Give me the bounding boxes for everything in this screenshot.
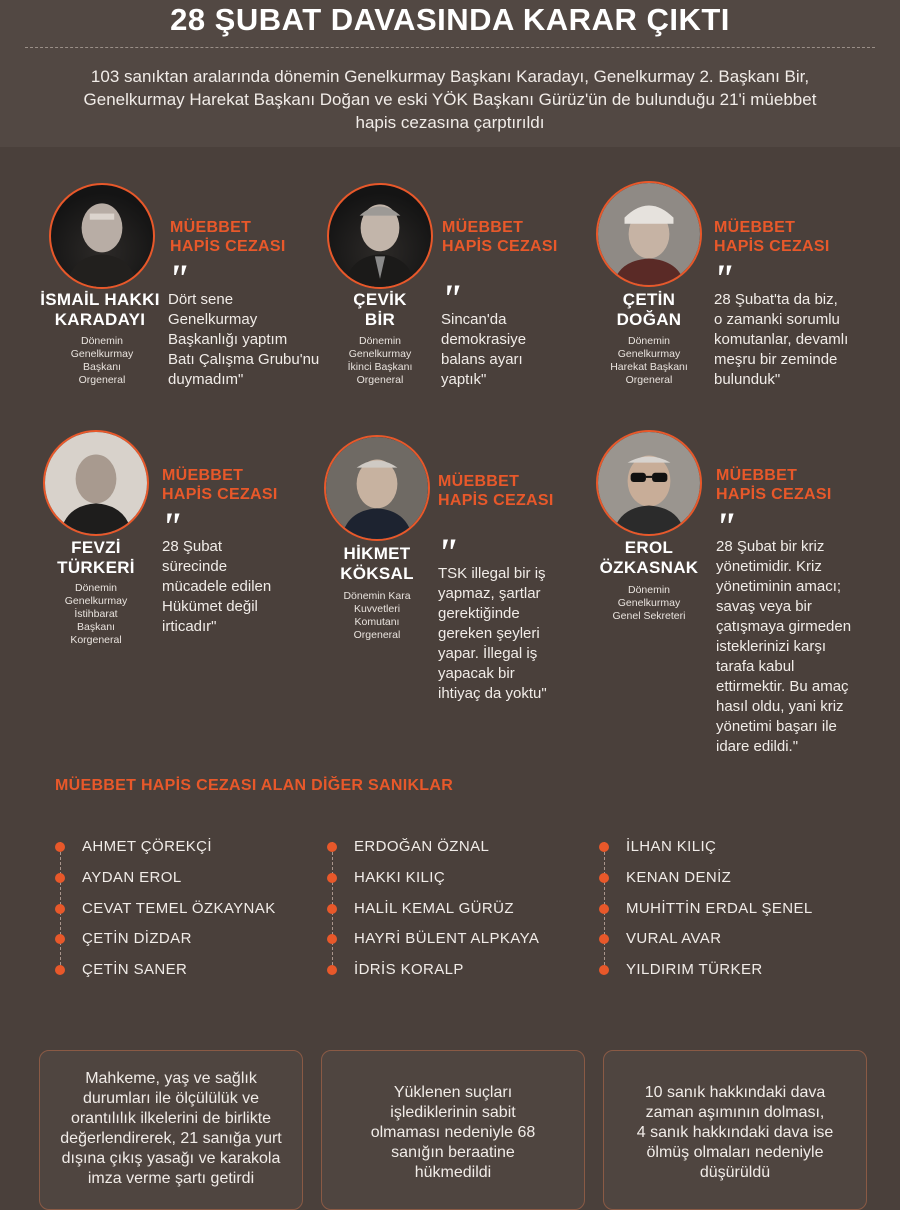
role-line: Genelkurmay [70,348,134,360]
defendant-name: AHMET ÇÖREKÇİ [82,838,212,855]
quote-line: Başkanlığı yaptım [168,331,288,348]
quote-line: Hükümet değil [162,598,258,615]
bullet-dot-icon [599,904,609,914]
profile-name [30,290,170,330]
role-line: İstihbarat [74,608,118,620]
info-box-court-conditions [39,1050,303,1210]
other-defendants-title: MÜEBBET HAPİS CEZASI ALAN DİĞER SANIKLAR [55,777,454,794]
profile-name [310,290,450,330]
sentence-line-2: HAPİS CEZASI [438,492,554,509]
profile-name [307,544,447,584]
quote-mark-icon: " [160,504,183,549]
box-line: değerlendirerek, 21 sanığa yurt [60,1130,282,1147]
name-line-2: DOĞAN [616,310,682,329]
box-line: orantılılık ilkelerini de birlikte [70,1110,272,1127]
name-line-2: TÜRKERİ [57,558,135,577]
role-line: Orgeneral [78,374,126,386]
sentence-label [438,472,554,510]
bullet-dot-icon [599,965,609,975]
profile-name [579,538,719,578]
profile-photo-ozkasnak [596,430,702,536]
quote-line: irticadır" [162,618,217,635]
profile-name [26,538,166,578]
name-line-1: ÇEVİK [353,290,407,309]
quote-line: Genelkurmay [168,311,258,328]
sentence-line-1: MÜEBBET [170,219,252,236]
name-line-1: FEVZİ [71,538,121,557]
bullet-dot-icon [599,842,609,852]
profile-quote [441,310,591,390]
profile-quote [162,537,312,637]
name-line-1: EROL [624,538,674,557]
bullet-dot-icon [327,965,337,975]
bullet-dot-icon [327,904,337,914]
info-box-text [322,1083,584,1183]
name-line-2: KÖKSAL [340,564,414,583]
sentence-line-2: HAPİS CEZASI [714,238,830,255]
quote-line: ettirmektir. Bu amaç [716,678,849,695]
defendant-name: İLHAN KILIÇ [626,838,717,855]
portrait-image [45,432,147,534]
sentence-line-2: HAPİS CEZASI [162,486,278,503]
name-line-1: ÇETİN [622,290,676,309]
bullet-dot-icon [327,873,337,883]
role-line: Genelkurmay [617,348,681,360]
role-line: Dönemin [74,582,118,594]
role-line: İkinci Başkanı [347,361,413,373]
page-title: 28 ŞUBAT DAVASINDA KARAR ÇIKTI [170,2,730,37]
role-line: Genelkurmay [617,597,681,609]
quote-line: gereken şeyleri [438,625,540,642]
box-line: Mahkeme, yaş ve sağlık [85,1070,257,1087]
sentence-line-1: MÜEBBET [162,467,244,484]
name-line-1: HİKMET [343,544,411,563]
quote-line: yapar. İllegal iş [438,645,538,662]
quote-line: yönetimidir. Kriz [716,558,822,575]
name-line-2: BİR [364,310,396,329]
quote-line: isteklerinizi karşı [716,638,827,655]
role-line: Komutanı [354,616,400,628]
profile-photo-dogan [596,181,702,287]
profile-role [50,335,154,387]
sentence-label [170,218,286,256]
box-line: işlediklerinin sabit [390,1104,516,1121]
profile-photo-koksal [324,435,430,541]
profile-role [325,590,429,642]
defendant-name: CEVAT TEMEL ÖZKAYNAK [82,900,276,917]
quote-line: gerektiğinde [438,605,520,622]
box-line: imza verme şartı getirdi [87,1170,255,1187]
quote-line: 28 Şubat [162,538,223,555]
quote-mark-icon: " [712,256,735,301]
quote-line: duymadım" [168,371,244,388]
quote-line: meşru bir zeminde [714,351,838,368]
quote-line: yapacak bir [438,665,515,682]
portrait-image [326,437,428,539]
quote-mark-icon: " [714,504,737,549]
role-line: Dönemin [358,335,402,347]
profile-photo-bir [327,183,433,289]
quote-line: tarafa kabul [716,658,795,675]
sentence-label [162,466,278,504]
info-box-text [40,1069,302,1189]
quote-line: Dört sene [168,291,234,308]
bullet-dot-icon [55,842,65,852]
profile-role [592,584,706,623]
sentence-line-2: HAPİS CEZASI [170,238,286,255]
profile-quote [168,290,328,390]
role-line: Başkanı [83,361,121,373]
defendant-name: KENAN DENİZ [626,869,732,886]
box-line: durumları ile ölçülülük ve [82,1090,260,1107]
box-line: düşürüldü [699,1164,771,1181]
portrait-image [598,183,700,285]
role-line: Orgeneral [353,629,401,641]
role-line: Başkanı [77,621,115,633]
portrait-image [51,185,153,287]
defendant-name: HAYRİ BÜLENT ALPKAYA [354,930,540,947]
profile-quote [714,290,879,390]
quote-line: çatışmaya girmeden [716,618,852,635]
bullet-dot-icon [327,934,337,944]
quote-line: mücadele edilen [162,578,272,595]
bullet-dot-icon [599,873,609,883]
portrait-image [598,432,700,534]
sentence-label [442,218,558,256]
profile-photo-karadayi [49,183,155,289]
defendant-name: MUHİTTİN ERDAL ŞENEL [626,900,813,917]
sentence-label [714,218,830,256]
bullet-dot-icon [55,904,65,914]
sentence-line-1: MÜEBBET [438,473,520,490]
role-line: Genelkurmay [348,348,412,360]
box-line: ölmüş olmaları nedeniyle [646,1144,824,1161]
role-line: Dönemin Kara [343,590,411,602]
quote-line: yaptık" [441,371,487,388]
defendant-name: ÇETİN SANER [82,961,188,978]
box-line: sanığın beraatine [391,1144,515,1161]
quote-line: bulunduk" [714,371,781,388]
box-line: hükmedildi [414,1164,492,1181]
defendant-name: HAKKI KILIÇ [354,869,446,886]
portrait-image [329,185,431,287]
defendant-name: VURAL AVAR [626,930,722,947]
sentence-line-1: MÜEBBET [714,219,796,236]
box-line: dışına çıkış yasağı ve karakola [61,1150,281,1167]
quote-mark-icon: " [440,276,463,321]
name-line-2: ÖZKASNAK [599,558,699,577]
quote-line: demokrasiye [441,331,527,348]
defendant-name: İDRİS KORALP [354,961,464,978]
role-line: Dönemin [627,335,671,347]
quote-line: balans ayarı [441,351,523,368]
role-line: Orgeneral [356,374,404,386]
profile-name [579,290,719,330]
info-box-acquittals [321,1050,585,1210]
sentence-line-1: MÜEBBET [442,219,524,236]
profile-role [44,582,148,647]
role-line: Dönemin [627,584,671,596]
box-line: Yüklenen suçları [393,1084,513,1101]
info-box-text [604,1083,866,1183]
quote-line: sürecinde [162,558,228,575]
bullet-dot-icon [599,934,609,944]
sentence-line-2: HAPİS CEZASI [716,486,832,503]
sentence-line-2: HAPİS CEZASI [442,238,558,255]
intro-text: 103 sanıktan aralarında dönemin Genelkurmay Başkanı Karadayı, Genelkurmay 2. Başkanı Bir, Genelkurmay Harekat Başkanı Doğan ve eski YÖK Başkanı Gürüz'ün de bulunduğu 21'i müebbet hapis cezasına çarptırıldı [83,67,817,132]
role-line: Dönemin [80,335,124,347]
bullet-dot-icon [55,873,65,883]
role-line: Genelkurmay [64,595,128,607]
quote-line: komutanlar, devamlı [714,331,849,348]
quote-line: hasıl oldu, yani kriz [716,698,844,715]
box-line: 4 sanık hakkındaki dava ise [636,1124,834,1141]
role-line: Genel Sekreteri [612,610,686,622]
sentence-line-1: MÜEBBET [716,467,798,484]
quote-line: savaş veya bir [716,598,812,615]
role-line: Orgeneral [625,374,673,386]
box-line: zaman aşımının dolması, [645,1104,825,1121]
name-line-2: KARADAYI [54,310,146,329]
name-line-1: İSMAİL HAKKI [40,290,160,309]
title-divider [25,47,875,48]
quote-line: 28 Şubat'ta da biz, [714,291,838,308]
bullet-dot-icon [327,842,337,852]
profile-role [328,335,432,387]
defendant-name: ÇETİN DİZDAR [82,930,192,947]
quote-line: 28 Şubat bir kriz [716,538,825,555]
defendant-name: AYDAN EROL [82,869,182,886]
profile-role [590,335,708,387]
box-line: olmaması nedeniyle 68 [370,1124,536,1141]
role-line: Korgeneral [70,634,122,646]
defendant-name: ERDOĞAN ÖZNAL [354,838,490,855]
box-line: 10 sanık hakkındaki dava [644,1084,826,1101]
sentence-label [716,466,832,504]
quote-line: Sincan'da [441,311,507,328]
quote-line: yapmaz, şartlar [438,585,541,602]
quote-mark-icon: " [167,256,190,301]
profile-photo-turkeri [43,430,149,536]
role-line: Kuvvetleri [353,603,401,615]
info-box-dropped-cases [603,1050,867,1210]
quote-line: Batı Çalışma Grubu'nu [168,351,320,368]
quote-line: yönetiminin amacı; [716,578,842,595]
bullet-dot-icon [55,965,65,975]
profile-quote [438,564,588,704]
role-line: Harekat Başkanı [610,361,688,373]
defendant-name: HALİL KEMAL GÜRÜZ [354,900,514,917]
quote-mark-icon: " [436,530,459,575]
defendant-name: YILDIRIM TÜRKER [626,961,763,978]
quote-line: o zamanki sorumlu [714,311,840,328]
quote-line: idare edildi." [716,738,799,755]
bullet-dot-icon [55,934,65,944]
quote-line: TSK illegal bir iş [438,565,546,582]
quote-line: ihtiyaç da yoktu" [438,685,547,702]
profile-quote [716,537,886,757]
quote-line: yönetimi başarı ile [716,718,837,735]
